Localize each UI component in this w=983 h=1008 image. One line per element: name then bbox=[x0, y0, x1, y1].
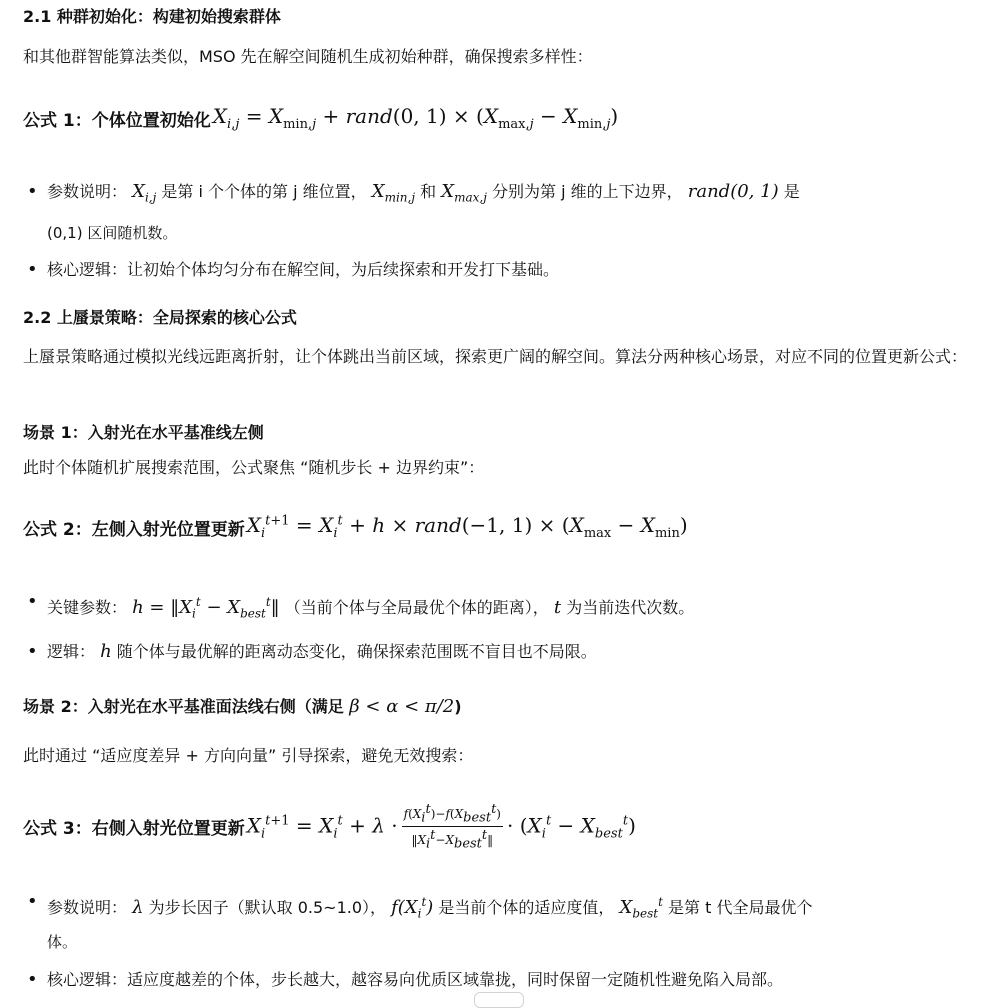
paragraph-intro-2-1: 和其他群智能算法类似，MSO 先在解空间随机生成初始种群，确保搜索多样性： bbox=[23, 47, 593, 66]
bullet-text: 为当前迭代次数。 bbox=[566, 598, 695, 617]
bullet-logic bbox=[23, 634, 968, 670]
bullet-parameter-note-3 bbox=[23, 884, 968, 932]
bullet-core-logic-3: • 核心逻辑：适应度越差的个体，步长越大，越容易向优质区域靠拢，同时保留一定随机性避免陷入局部。 bbox=[23, 962, 968, 998]
formula-1 bbox=[23, 104, 618, 132]
math-inline: $X_{best}^t$ bbox=[619, 895, 663, 921]
bullet-key-parameter bbox=[23, 584, 968, 632]
bullet-text: 是第 t 代全局最优个 bbox=[668, 898, 813, 917]
math-inline: $X_{max,j}$ bbox=[441, 181, 487, 205]
math-inline: $h = ‖X_i^t$ − $X_{best}^t‖$ bbox=[132, 595, 280, 621]
bullet-text: 和 bbox=[420, 182, 437, 201]
bullet-text: 关键参数： bbox=[47, 598, 128, 617]
formula-1-math: $X_{i,j} = X_{min,j}$ + rand(0, $1) \times (X_{max,j} - X_{min,j})$ bbox=[212, 104, 619, 132]
bullet-core-logic-1: • 核心逻辑：让初始个体均匀分布在解空间，为后续探索和开发打下基础。 bbox=[23, 252, 968, 288]
bullet-text: 是第 i 个个体的第 j 维位置， bbox=[161, 182, 367, 201]
floating-scroll-control[interactable] bbox=[474, 992, 524, 1008]
formula-3-math: $X_i^{t+1} = X_i^t + \lambda$ · $\frac{f(X_i^t)-f(X_{best}^t)}{‖X_i^t-X_{best}^t‖}$ · $(X_i^t - X_{best}^t)$ bbox=[246, 802, 636, 852]
formula-1-label: 公式 1：个体位置初始化 bbox=[23, 110, 211, 131]
formula-2-label: 公式 2：左侧入射光位置更新 bbox=[23, 519, 245, 540]
math-inline: rand(0, 1) bbox=[687, 181, 779, 202]
math-inline: h bbox=[100, 641, 112, 662]
formula-2-math: $X_i^{t+1} = X_i^t + h$ × rand(−1, $1) \times (X_{max} - X_{min})$ bbox=[246, 513, 688, 541]
scene-2-heading bbox=[23, 694, 462, 717]
math-inline: t bbox=[553, 597, 562, 618]
bullet-continuation-3: 体。 bbox=[47, 933, 78, 951]
scene-2-heading-close: ) bbox=[454, 697, 462, 716]
scene-2-heading-text: 场景 2：入射光在水平基准面法线右侧（满足 bbox=[23, 697, 344, 716]
math-inline: λ bbox=[132, 897, 144, 918]
bullet-text: 为步长因子（默认取 0.5~1.0）， bbox=[148, 898, 387, 917]
bullet-text: 是 bbox=[783, 182, 800, 201]
paragraph-intro-2-2: 上蜃景策略通过模拟光线远距离折射，让个体跳出当前区域，探索更广阔的解空间。算法分两种核心场景，对应不同的位置更新公式： bbox=[23, 347, 968, 366]
scene-1-heading: 场景 1：入射光在水平基准线左侧 bbox=[23, 423, 264, 442]
math-inline: $X_{min,j}$ bbox=[371, 181, 416, 205]
bullet-text: 参数说明： bbox=[47, 898, 128, 917]
bullet-text: 是当前个体的适应度值， bbox=[438, 898, 615, 917]
scene-2-intro: 此时通过 “适应度差异 + 方向向量” 引导探索，避免无效搜索： bbox=[23, 746, 474, 765]
section-heading-2-2: 2.2 上蜃景策略：全局探索的核心公式 bbox=[23, 308, 297, 327]
bullet-continuation-1: (0,1) 区间随机数。 bbox=[47, 224, 178, 242]
bullet-text: 随个体与最优解的距离动态变化，确保探索范围既不盲目也不局限。 bbox=[116, 642, 597, 661]
math-inline: β < α < π/2 bbox=[349, 696, 455, 717]
bullet-text: 逻辑： bbox=[47, 642, 96, 661]
math-inline: $f(X_i^t)$ bbox=[391, 895, 434, 921]
math-inline: $X_{i,j}$ bbox=[132, 181, 157, 205]
bullet-text: 分别为第 j 维的上下边界， bbox=[492, 182, 683, 201]
section-heading-2-1: 2.1 种群初始化：构建初始搜索群体 bbox=[23, 7, 281, 26]
bullet-text: （当前个体与全局最优个体的距离）， bbox=[284, 598, 549, 617]
scene-1-intro: 此时个体随机扩展搜索范围，公式聚焦 “随机步长 + 边界约束”： bbox=[23, 458, 485, 477]
formula-2 bbox=[23, 513, 688, 541]
bullet-text: 参数说明： bbox=[47, 182, 128, 201]
bullet-parameter-note-1 bbox=[23, 174, 968, 216]
formula-3-label: 公式 3：右侧入射光位置更新 bbox=[23, 819, 245, 840]
formula-3 bbox=[23, 802, 636, 852]
